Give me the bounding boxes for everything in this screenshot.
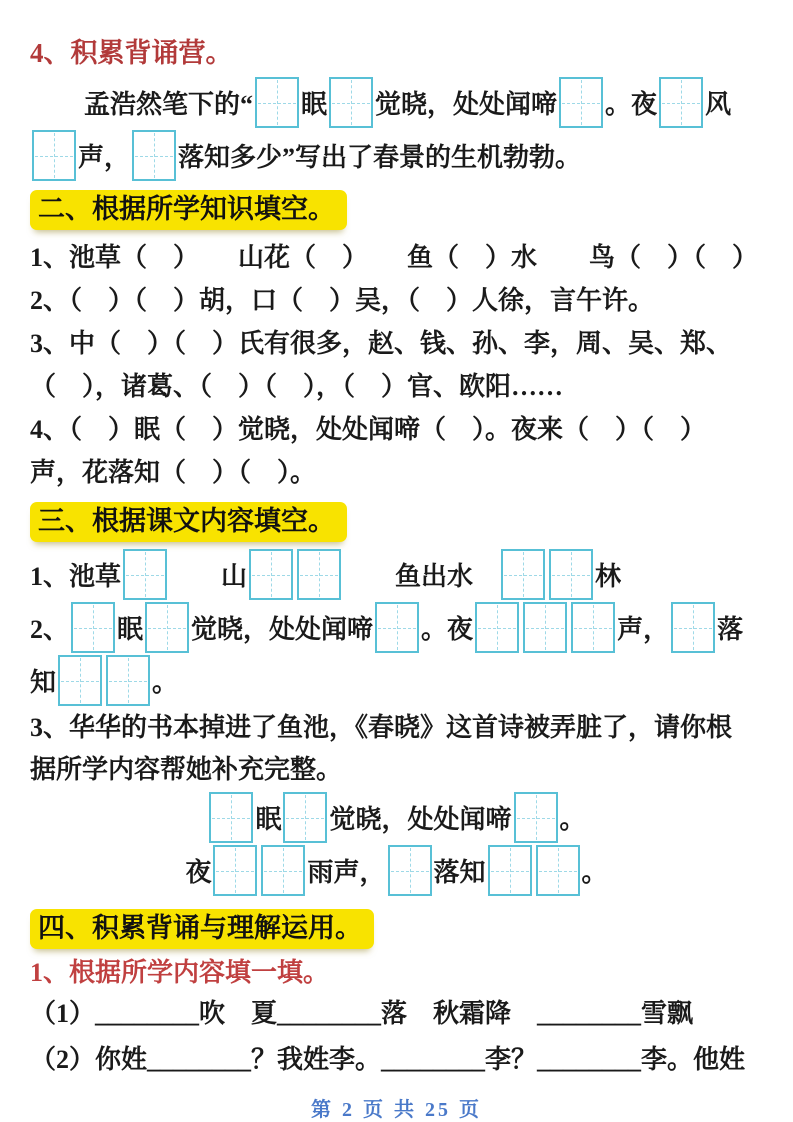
answer-grid-box: [106, 655, 150, 706]
text-segment: 觉晓，处处闻啼: [329, 805, 512, 834]
section-two-heading: 二、根据所学知识填空。: [30, 190, 347, 230]
section-two-line-1: 1、池草（ ） 山花（ ） 鱼（ ）水 鸟（ ）（ ）: [30, 243, 759, 272]
text-segment: 。夜: [605, 90, 658, 119]
text-segment: 落知多少”写出了春景的生机勃勃。: [178, 143, 582, 172]
text-segment: 雨声，: [307, 858, 386, 887]
answer-grid-box: [283, 792, 327, 843]
answer-grid-box: [501, 549, 545, 600]
answer-grid-box: [58, 655, 102, 706]
answer-grid-box: [145, 602, 189, 653]
answer-grid-box: [514, 792, 558, 843]
text-segment: 眠: [117, 615, 144, 644]
text-segment: 觉晓，处处闻啼: [375, 90, 558, 119]
answer-grid-box: [329, 77, 373, 128]
section-two-line-2: 2、（ ）（ ）胡，口（ ）吴，（ ）人徐，言午许。: [30, 286, 655, 315]
text-segment: 。: [152, 668, 179, 697]
section-two-heading-row: [30, 190, 763, 230]
answer-grid-box: [549, 549, 593, 600]
poem-center-line-1: [30, 791, 763, 844]
text-segment: 风: [705, 90, 732, 119]
text-segment: 孟浩然笔下的“: [84, 90, 254, 119]
section-two-line-5: 4、（ ）眠（ ）觉晓，处处闻啼（ ）。夜来（ ）（ ）: [30, 415, 707, 444]
section-three-line-3: [30, 654, 763, 707]
section-four-heading-row: [30, 909, 763, 949]
section-two-line-3: 3、中（ ）（ ）氏有很多，赵、钱、孙、李，周、吴、郑、: [30, 329, 733, 358]
recitation-camp-heading: 4、积累背诵营。: [30, 38, 233, 68]
text-segment: 。: [581, 858, 608, 887]
text-segment: 落知: [433, 858, 486, 887]
text-segment: 鱼出水: [343, 562, 500, 591]
answer-grid-box: [132, 130, 176, 181]
answer-grid-box: [488, 845, 532, 896]
section-three-heading: 三、根据课文内容填空。: [30, 502, 347, 542]
answer-grid-box: [249, 549, 293, 600]
answer-grid-box: [297, 549, 341, 600]
text-segment: 。: [559, 805, 586, 834]
text-segment: 声，: [617, 615, 670, 644]
text-segment: 知: [30, 668, 57, 697]
section-three-heading-row: [30, 502, 763, 542]
answer-grid-box: [571, 602, 615, 653]
section-four-line-2: （2）你姓________？我姓李。________李？________李。他姓: [30, 1045, 746, 1074]
section-three-line-4: 3、华华的书本掉进了鱼池，《春晓》这首诗被弄脏了，请你根: [30, 713, 733, 742]
text-segment: 觉晓，处处闻啼: [191, 615, 374, 644]
poem-fill-line-1: [30, 76, 763, 129]
page-number-footer: 第 2 页 共 25 页: [311, 1099, 482, 1121]
text-segment: 眠: [301, 90, 328, 119]
section-three-line-2: [30, 601, 763, 654]
answer-grid-box: [255, 77, 299, 128]
answer-grid-box: [261, 845, 305, 896]
answer-grid-box: [209, 792, 253, 843]
answer-grid-box: [475, 602, 519, 653]
section-four-sub-heading: 1、根据所学内容填一填。: [30, 958, 330, 987]
answer-grid-box: [213, 845, 257, 896]
answer-grid-box: [559, 77, 603, 128]
text-segment: 山: [169, 562, 248, 591]
poem-center-line-2: [30, 844, 763, 897]
text-segment: 林: [595, 562, 622, 591]
answer-grid-box: [123, 549, 167, 600]
section-three-line-5: 据所学内容帮她补充完整。: [30, 755, 343, 784]
section-two-line-6: 声，花落知（ ）（ ）。: [30, 458, 317, 487]
answer-grid-box: [523, 602, 567, 653]
answer-grid-box: [536, 845, 580, 896]
answer-grid-box: [659, 77, 703, 128]
text-segment: 落: [717, 615, 744, 644]
text-segment: 眠: [255, 805, 282, 834]
section-two-line-4: （ ），诸葛、（ ）（ ），（ ）官、欧阳……: [30, 372, 564, 401]
answer-grid-box: [32, 130, 76, 181]
text-segment: 夜: [185, 858, 212, 887]
text-segment: 声，: [78, 143, 131, 172]
section-four-heading: 四、积累背诵与理解运用。: [30, 909, 374, 949]
answer-grid-box: [671, 602, 715, 653]
answer-grid-box: [388, 845, 432, 896]
text-segment: 。夜: [421, 615, 474, 644]
text-segment: 1、池草: [30, 562, 122, 591]
text-segment: 2、: [30, 615, 70, 644]
poem-fill-line-2: [30, 129, 763, 182]
section-four-line-1: （1）________吹 夏________落 秋霜降 ________雪飘: [30, 999, 694, 1028]
section-three-line-1: [30, 548, 763, 601]
answer-grid-box: [71, 602, 115, 653]
answer-grid-box: [375, 602, 419, 653]
